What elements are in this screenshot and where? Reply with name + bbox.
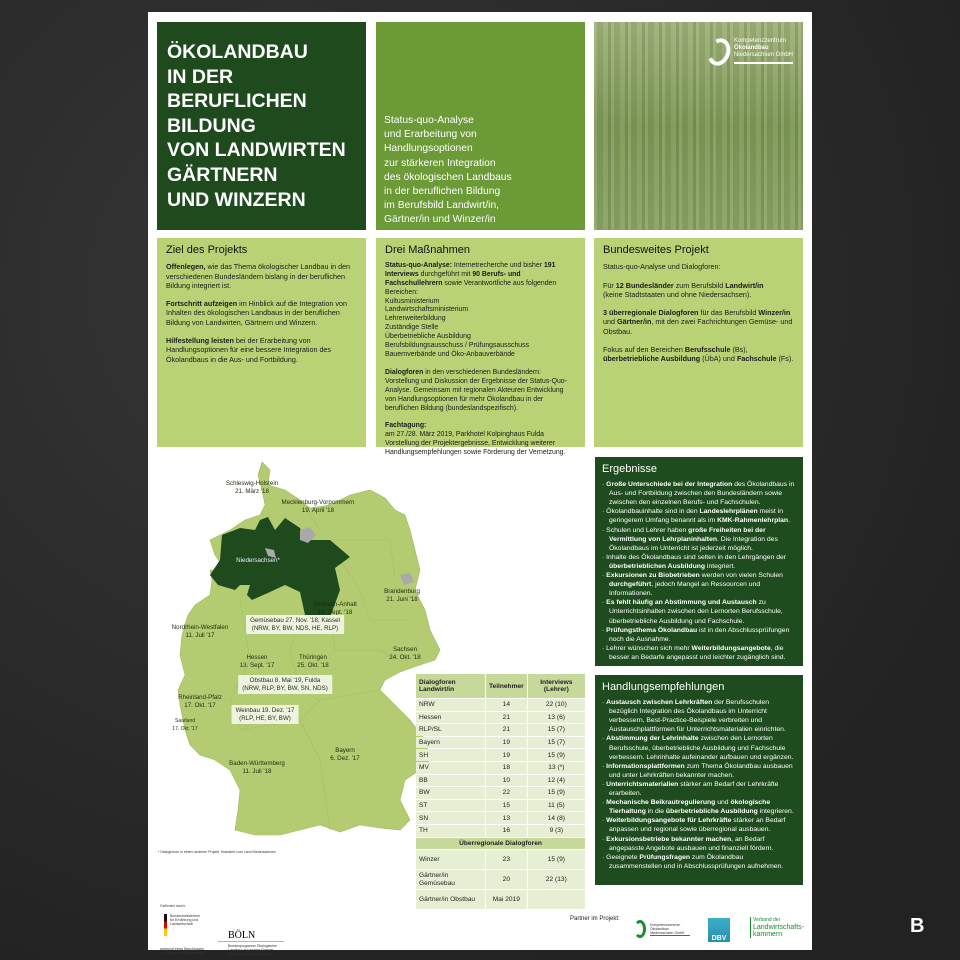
title-line: IN DER xyxy=(167,65,234,88)
text: sowie Verantwortliche aus folgenden Bereichen: Kultusministerium Landwirtschaftsministerium Lehrerweiterbildung Zuständige Stelle Überbetriebliche Ausbildung Berufsbildungsausschuss / Prüfungsausschuss Bauernverbände und Öko-Anbauverbände xyxy=(385,279,557,358)
text: integrieren. xyxy=(757,808,794,816)
vlk-line: kammern xyxy=(753,931,783,938)
bundesweit-section xyxy=(594,238,803,447)
table-row xyxy=(416,762,585,774)
table-row xyxy=(416,870,585,889)
table-cell: 13 xyxy=(486,812,527,824)
text: zu Unterrichtsinhalten zwischen den Lernorten Berufsschule, überbetriebliche Ausbildung und Fachschule. xyxy=(609,599,783,625)
logo-line: Niedersachsen GmbH xyxy=(733,52,793,58)
table-row xyxy=(416,749,585,761)
map-label-saarland xyxy=(172,718,197,733)
text: Für xyxy=(603,280,616,290)
state-name: Sachsen-Anhalt xyxy=(313,601,357,608)
forum-date: 24. Okt. '18 xyxy=(389,653,421,661)
map-label-bayern xyxy=(330,747,359,762)
text: (Bs), xyxy=(730,345,748,355)
list-item: · Weiterbildungsangebote für Lehrkräfte stärker an Bedarf anpassen und regional sowie überregional ausbauen. xyxy=(602,817,786,834)
column-header: Interviews (Lehrer) xyxy=(528,674,585,698)
forum-date: 17. Okt. '17 xyxy=(172,725,198,732)
text: für das Berufsbild xyxy=(698,308,759,318)
forum-date: 21. Juni '18 xyxy=(386,595,418,603)
title-line: UND WINZERN xyxy=(167,188,306,211)
boeln-logo xyxy=(218,930,284,942)
subtitle-box xyxy=(376,22,585,230)
forum-date: 11. Juli '18 xyxy=(242,767,272,775)
list-item: · Exkursionsbetriebe bekannter machen, an Bedarf angepasste Angebote ausbauen und finanziell fördern. xyxy=(602,835,774,852)
text: (Fs). xyxy=(776,354,794,364)
text: zum Berufsbild xyxy=(673,280,726,290)
text: Internetrecherche und bisher xyxy=(452,261,544,269)
vlk-line: Verband der xyxy=(753,917,781,923)
subtitle-line: zur stärkeren Integration xyxy=(384,157,496,169)
massnahmen-section xyxy=(376,238,585,457)
paragraph xyxy=(603,308,794,336)
list-item: · Große Unterschiede bei der Integration des Ökolandbaus in Aus- und Fortbildung zwischen den Bundesländern sowie zwischen den einzelnen Berufs- und Fachschulen. xyxy=(602,481,795,507)
text: Inhalte des Ökolandbaus sind selten in den Lehrgängen der xyxy=(606,553,787,561)
corner-brand-icon: B xyxy=(910,915,925,937)
title-box xyxy=(157,22,366,230)
state-name: Brandenburg xyxy=(384,588,420,595)
text: stärker am Bedarf der Lehrkräfte erarbeiten. xyxy=(609,780,779,798)
title-line: ÖKOLANDBAU xyxy=(167,41,308,63)
subtitle-line: in der beruflichen Bildung xyxy=(384,186,501,198)
list-item: · Unterrichtsmaterialien stärker am Bedarf der Lehrkräfte erarbeiten. xyxy=(602,780,779,798)
text: zum Ökolandbau zusammenstellen und in Abschlussprüfungen aufnehmen. xyxy=(609,853,784,870)
event-label xyxy=(246,615,344,634)
table-cell: 15 (9) xyxy=(528,850,585,869)
table-row xyxy=(416,890,585,909)
table-cell: Gärtner/in Obstbau xyxy=(416,890,485,909)
bold-text: Gärtner/in xyxy=(617,317,652,327)
table-row xyxy=(416,825,585,837)
text: und xyxy=(603,317,617,327)
table-cell: Winzer xyxy=(416,850,485,869)
subtitle-line: und Erarbeitung von xyxy=(384,129,477,141)
text: wie das Thema ökologischer Landbau in den verschiedenen Bundesländern bislang in der beruflichen Bildung integriert ist. xyxy=(166,262,351,290)
ziel-text xyxy=(166,262,357,364)
map-label-schleswig-holstein xyxy=(226,480,278,495)
bold-text: Exkursionen zu Biobetrieben xyxy=(606,572,700,580)
table-cell: TH xyxy=(416,825,485,837)
table-cell: 22 (10) xyxy=(528,699,585,711)
state-name: Thüringen xyxy=(299,654,327,661)
table-row xyxy=(416,737,585,749)
bold-text: 191 Interviews xyxy=(385,261,556,278)
bold-text: Fachschule xyxy=(736,354,777,364)
list-item: · Prüfungsthema Ökolandbau ist in den Abschlussprüfungen noch die Ausnahme. xyxy=(602,626,790,643)
ministry-name: Bundesministerium für Ernährung und Landwirtschaft xyxy=(170,914,200,926)
paragraph xyxy=(603,262,794,271)
text: werden von vielen Schulen xyxy=(699,572,783,580)
table-row xyxy=(416,850,585,869)
forum-date: 19. April '18 xyxy=(301,506,335,514)
text: Lehrer wünschen sich mehr xyxy=(606,644,692,652)
table-cell: 11 (5) xyxy=(528,800,585,812)
poster-subtitle xyxy=(384,114,577,228)
table-cell: 14 (8) xyxy=(528,812,585,824)
logo-line: Ökolandbau xyxy=(733,45,769,51)
logo-mark-icon xyxy=(704,35,734,69)
forum-date: 6. Dez. '17 xyxy=(330,754,360,762)
state-name: Baden-Württemberg xyxy=(229,760,285,767)
kompetenzzentrum-logo xyxy=(708,38,793,66)
paragraph xyxy=(385,369,576,414)
event-title: Weinbau 19. Dez. '17 xyxy=(235,707,295,714)
title-line: BERUFLICHEN xyxy=(167,90,307,113)
map-label-thüringen xyxy=(297,654,328,669)
bold-text: Informationsplattformen xyxy=(606,762,685,770)
event-states: (NRW, RLP, BY, BW, SN, NDS) xyxy=(242,684,328,692)
state-name: Mecklenburg-Vorpommern xyxy=(281,499,355,506)
bold-text: 12 Bundesländer xyxy=(615,280,674,290)
table-row xyxy=(416,712,585,724)
table-row xyxy=(416,724,585,736)
logo-line: Kompetenzzentrum xyxy=(733,38,786,44)
event-title: Gemüsebau 27. Nov. '18, Kassel xyxy=(250,617,340,624)
title-line: GÄRTNERN xyxy=(167,163,278,186)
table-cell: 14 xyxy=(486,699,527,711)
bold-text: 90 Berufs- und Fachschullehrern xyxy=(385,270,521,287)
text: stärker an Bedarf anpassen und regional sowie überregional ausbauen. xyxy=(609,817,786,834)
state-name: Sachsen xyxy=(392,646,418,653)
poster-title xyxy=(167,40,356,212)
ergebnisse-list xyxy=(602,480,796,662)
title-line: BILDUNG xyxy=(167,114,256,137)
table-cell: 9 (3) xyxy=(528,825,585,837)
bold-text: Weiterbildungsangebote für Lehrkräfte xyxy=(606,817,732,825)
paragraph xyxy=(603,281,794,300)
bold-text: Dialogforen xyxy=(385,368,424,376)
map-label-baden-württemberg xyxy=(229,760,285,775)
bold-text: Unterrichtsmaterialien xyxy=(606,780,679,788)
map-label-hessen xyxy=(240,654,275,669)
bold-text: Austausch zwischen Lehrkräften xyxy=(606,699,713,707)
table-cell: Mai 2019 xyxy=(486,890,527,909)
bundesweit-text xyxy=(603,262,794,363)
column-header: Dialogforen Landwirt/in xyxy=(416,674,485,698)
table-cell: 16 xyxy=(486,825,527,837)
bold-text: Exkursionsbetriebe bekannter machen xyxy=(606,835,732,843)
bold-text: 3 überregionale Dialogforen xyxy=(603,308,699,318)
text: des Ökolandbaus in Aus- und Fortbildung zwischen den Bundesländern sowie zwischen den einzelnen Berufs- und Fachschulen. xyxy=(609,481,795,507)
paragraph xyxy=(385,262,576,360)
table-cell: 15 (7) xyxy=(528,724,585,736)
section-heading: Drei Maßnahmen xyxy=(385,244,470,256)
bold-text: Fachtagung: xyxy=(385,422,427,430)
event-states: (NRW, BY, BW, NDS, HE, RLP) xyxy=(251,624,339,632)
bold-text: Landeslehrplänen xyxy=(699,508,758,516)
forum-date: 19. Sept. '18 xyxy=(317,608,353,616)
partner-logo-icon xyxy=(634,920,646,938)
table-cell xyxy=(528,890,585,909)
list-item: · Es fehlt häufig an Abstimmung und Austausch zu Unterrichtsinhalten zwischen den Lernorten Berufsschule, überbetriebliche Ausbildung und Fachschule. xyxy=(602,599,783,625)
bold-text: Mechanische Beikrautregulierung xyxy=(606,799,716,807)
paragraph xyxy=(385,422,576,458)
table-cell: SH xyxy=(416,749,485,761)
bold-text: Winzer/in xyxy=(758,308,791,318)
dbv-logo xyxy=(708,918,730,942)
map-footnote: * Dialogforum in einem anderen Projekt, finanziert vom Land Niedersachsen xyxy=(158,850,276,854)
table-row xyxy=(416,812,585,824)
state-name: Niedersachsen* xyxy=(236,557,280,564)
subtitle-line: im Berufsbild Landwirt/in, xyxy=(384,200,500,212)
table-cell: NRW xyxy=(416,699,485,711)
text: zum Thema Ökolandbau ausbauen und unter Lehrkräften bekannter machen. xyxy=(609,762,793,779)
text: im Hinblick auf die Integration von Inhalten des ökologischen Landbaus in der beruflichen Bildung von Landwirten, Gärtnern und Winzern. xyxy=(166,299,347,327)
map-label-sachsen-anhalt xyxy=(313,601,357,616)
subtitle-line: Handlungsoptionen xyxy=(384,143,473,155)
table-cell: 12 (4) xyxy=(528,775,585,787)
partners-label: Partner im Projekt: xyxy=(570,916,620,922)
paragraph xyxy=(166,262,357,290)
german-flag-icon xyxy=(164,914,167,936)
forum-date: 21. März '18 xyxy=(235,487,269,495)
table-cell: 22 xyxy=(486,787,527,799)
ergebnisse-section xyxy=(595,457,803,666)
table-cell: SN xyxy=(416,812,485,824)
partner-name: Kompetenzzentrum Ökolandbau Niedersachsen GmbH xyxy=(650,923,690,936)
section-heading: Bundesweites Projekt xyxy=(603,244,709,256)
subtitle-line: Status-quo-Analyse xyxy=(384,115,474,126)
table-cell: 13 (6) xyxy=(528,712,585,724)
bold-text: Hilfestellung leisten xyxy=(166,336,234,346)
text: der Berufsschulen bezüglich Integration des Ökolandbaus im Unterricht verbessern, Best-Practice-Beispiele verbreiten und Austauschplattformen für Unterrichtsmaterialien einrichten. xyxy=(609,699,786,734)
text: und xyxy=(715,799,731,807)
germany-map xyxy=(170,455,450,845)
map-label-rheinland-pfalz xyxy=(178,694,222,709)
text: (ÜbA) und xyxy=(700,354,737,364)
table-cell: Bayern xyxy=(416,737,485,749)
table-cell: 10 xyxy=(486,775,527,787)
section-heading: Ergebnisse xyxy=(602,463,658,475)
list-item: · Informationsplattformen zum Thema Ökolandbau ausbauen und unter Lehrkräften bekannter machen. xyxy=(602,762,793,779)
bold-text: durchgeführt xyxy=(609,581,652,589)
text: (keine Stadtstaaten und ohne Niedersachsen). xyxy=(603,289,752,299)
text: Status-quo-Analyse und Dialogforen: xyxy=(603,262,721,272)
text: Geeignete xyxy=(606,853,640,861)
table-section-row xyxy=(416,838,585,850)
text: Schulen und Lehrer haben xyxy=(606,526,689,534)
title-line: VON LANDWIRTEN xyxy=(167,139,346,162)
state-name: Rheinland-Pfalz xyxy=(178,694,222,701)
column-header: Teilnehmer xyxy=(486,674,527,698)
state-name: Hessen xyxy=(246,654,268,661)
list-item: · Exkursionen zu Biobetrieben werden von vielen Schulen durchgeführt, jedoch Mangel an Ressourcen und Informationen. xyxy=(602,572,783,598)
ziel-section xyxy=(157,238,366,447)
funded-by-label: Gefördert durch: xyxy=(160,904,186,908)
table-cell: Hessen xyxy=(416,712,485,724)
text: ist in den Abschlussprüfungen noch die Ausnahme. xyxy=(609,626,790,643)
table-cell: ST xyxy=(416,800,485,812)
event-label xyxy=(232,705,299,724)
list-item: · Ökolandbauinhalte sind in den Landeslehrplänen meist in geringerem Umfang benannt als im KMK-Rahmenlehrplan. xyxy=(602,508,790,525)
forum-date: 13. Sept. '17 xyxy=(239,661,275,669)
forum-date: 17. Okt. '17 xyxy=(184,701,216,709)
table-cell: BW xyxy=(416,787,485,799)
paragraph xyxy=(603,345,794,364)
bold-text: Prüfungsfragen xyxy=(639,853,691,861)
table-row xyxy=(416,787,585,799)
map-label-mecklenburg-vorpommern xyxy=(282,499,355,514)
table-cell: 23 xyxy=(486,850,527,869)
vlk-logo xyxy=(750,917,804,938)
table-section-header: Überregionale Dialogforen xyxy=(416,838,585,850)
forum-date: 11. Juli '17 xyxy=(185,631,215,639)
text: in die xyxy=(645,808,666,816)
bmel-logo xyxy=(164,914,202,936)
text: , an Bedarf angepasste Angebote ausbauen und finanziell fördern. xyxy=(609,835,774,852)
text: bei der Erarbeitung von Handlungsoptionen für eine bessere Integration des Ökolandbaus in die Aus- und Fortbildung. xyxy=(166,336,332,364)
table-row xyxy=(416,800,585,812)
list-item: · Lehrer wünschen sich mehr Weiterbildungsangebote, die besser an Bedarfe angepasst und leichter zugänglich sind. xyxy=(602,644,786,661)
bold-text: Weiterbildungsangebote xyxy=(691,644,771,652)
table-cell: 18 xyxy=(486,762,527,774)
event-title: Obstbau 8. Mai '19, Fulda xyxy=(249,677,321,684)
table-cell: 15 (9) xyxy=(528,787,585,799)
poster xyxy=(148,12,812,956)
text: , mit den zwei Fachrichtungen Gemüse- und Obstbau. xyxy=(603,317,793,336)
table-row xyxy=(416,775,585,787)
bold-text: Offenlegen, xyxy=(166,262,206,272)
table-cell: 15 (9) xyxy=(528,749,585,761)
bold-text: Abstimmung der Lehrinhalte xyxy=(606,735,699,743)
subtitle-line: des ökologischen Landbaus xyxy=(384,171,512,183)
table-cell: Gärtner/in Gemüsebau xyxy=(416,870,485,889)
table-cell: 19 xyxy=(486,749,527,761)
map-label-nordrhein-westfalen xyxy=(172,624,229,639)
vlk-line: Landwirtschafts- xyxy=(753,924,804,931)
text: Ökolandbauinhalte sind in den xyxy=(606,508,700,516)
partner-kompetenzzentrum-logo xyxy=(634,920,690,938)
bold-text: ökologische Tierhaltung xyxy=(609,799,771,816)
table-row xyxy=(416,699,585,711)
bold-text: Landwirt/in xyxy=(725,280,764,290)
text: integriert. xyxy=(705,562,736,570)
bold-text: Große Unterschiede bei der Integration xyxy=(606,481,733,489)
list-item: · Abstimmung der Lehrinhalte zwischen den Lernorten Berufsschule, überbetriebliche Ausbildung und Fachschule verbessern. Lehrinhalte aufeinander aufbauen und ergänzen. xyxy=(602,735,794,761)
state-name: Nordrhein-Westfalen xyxy=(171,624,229,631)
boeln-text: BÖLN xyxy=(228,930,256,941)
empfehlungen-section xyxy=(595,675,803,885)
table-cell: 13 (*) xyxy=(528,762,585,774)
section-heading: Ziel des Projekts xyxy=(166,244,248,256)
dialogforen-table xyxy=(415,673,586,910)
bold-text: überbetrieblichen Ausbildung xyxy=(609,562,706,570)
bold-text: überbetriebliche Ausbildung xyxy=(665,808,758,816)
empfehlungen-list xyxy=(602,698,796,871)
bold-text: Status-quo-Analyse: xyxy=(385,261,452,269)
list-item: · Austausch zwischen Lehrkräften der Berufsschulen bezüglich Integration des Ökolandbaus im Unterricht verbessern, Best-Practice-Beispiele verbreiten und Austauschplattformen für Unterrichtsmaterialien einrichten. xyxy=(602,699,786,734)
massnahmen-text xyxy=(385,262,576,458)
bold-text: Es fehlt häufig an Abstimmung und Austausch xyxy=(606,599,757,607)
subtitle-line: Gärtner/in und Winzer/in xyxy=(384,214,496,226)
text: , jedoch Mangel an Ressourcen und Informationen. xyxy=(609,581,761,598)
event-states: (RLP, HE, BY, BW) xyxy=(239,714,291,722)
text: . Die Integration des Ökolandbaus im Unterricht ist jederzeit möglich. xyxy=(609,535,778,552)
text: am 27./28. März 2019, Parkhotel Kolpinghaus Fulda Vorstellung der Projektergebnisse, Entwicklung weiterer Handlungsempfehlungen sowie Förderung der Vernetzung. xyxy=(385,431,566,457)
table-cell: MV xyxy=(416,762,485,774)
table-cell: 20 xyxy=(486,870,527,889)
bold-text: Prüfungsthema Ökolandbau xyxy=(606,626,698,634)
map-label-brandenburg xyxy=(384,588,420,603)
text: , die besser an Bedarfe angepasst und leichter zugänglich sind. xyxy=(609,644,786,661)
paragraph xyxy=(166,336,357,364)
table-cell: 19 xyxy=(486,737,527,749)
text: meist in geringerem Umfang benannt als im xyxy=(609,508,783,525)
table-cell: RLP/SL xyxy=(416,724,485,736)
table-cell: 22 (13) xyxy=(528,870,585,889)
text: in den verschiedenen Bundesländern: Vorstellung und Diskussion der Ergebnisse der Status-Quo-Analyse. Gemeinsam mit regionalen Akteuren Entwicklung von Handlungsoptionen für mehr Ökolandbau in der beruflichen Bildung (bundeslandspezifisch). xyxy=(385,368,567,412)
state-name: Schleswig-Holstein xyxy=(225,480,279,487)
text: zwischen den Lernorten Berufsschule, überbetriebliche Ausbildung und Fachschule verbessern. Lehrinhalte aufeinander aufbauen und ergänzen. xyxy=(609,735,794,761)
bold-text: Fortschritt aufzeigen xyxy=(166,299,238,309)
map-label-niedersachsen- xyxy=(236,557,280,565)
list-item: · Mechanische Beikrautregulierung und ökologische Tierhaltung in die überbetriebliche Ausbildung integrieren. xyxy=(602,799,794,816)
bold-text: Berufsschule xyxy=(684,345,731,355)
section-heading: Handlungsempfehlungen xyxy=(602,681,725,693)
forum-date: 25. Okt. '18 xyxy=(297,661,329,669)
table-cell: 15 (7) xyxy=(528,737,585,749)
list-item: · Schulen und Lehrer haben große Freiheiten bei der Vermittlung von Lehrplaninhalten. Die Integration des Ökolandbaus im Unterricht ist jederzeit möglich. xyxy=(602,526,778,552)
event-label xyxy=(238,675,332,694)
bold-text: überbetriebliche Ausbildung xyxy=(603,354,701,364)
wheat-photo xyxy=(594,22,803,230)
text: durchgeführt mit xyxy=(418,270,473,278)
bold-text: KMK-Rahmenlehrplan xyxy=(717,517,789,525)
ministry-note: aufgrund eines Beschlusses des Deutschen Bundestages xyxy=(160,947,205,955)
text: Fokus auf den Bereichen xyxy=(603,345,685,355)
state-name: Saarland xyxy=(174,718,196,724)
paragraph xyxy=(166,299,357,327)
state-name: Bayern xyxy=(335,747,355,754)
list-item: · Geeignete Prüfungsfragen zum Ökolandbau zusammenstellen und in Abschlussprüfungen aufnehmen. xyxy=(602,853,784,870)
bold-text: große Freiheiten bei der Vermittlung von Lehrplaninhalten xyxy=(609,526,766,543)
table-cell: 21 xyxy=(486,712,527,724)
dbv-text: DBV xyxy=(711,935,727,942)
list-item: · Inhalte des Ökolandbaus sind selten in den Lehrgängen der überbetrieblichen Ausbildung integriert. xyxy=(602,553,787,570)
boeln-subtitle: Bundesprogramm Ökologischer Landbau und andere Formen nachhaltiger Landwirtschaft xyxy=(228,944,278,956)
text: . xyxy=(788,517,790,525)
table-cell: 21 xyxy=(486,724,527,736)
table-cell: BB xyxy=(416,775,485,787)
map-label-sachsen xyxy=(389,646,420,661)
table-cell: 15 xyxy=(486,800,527,812)
